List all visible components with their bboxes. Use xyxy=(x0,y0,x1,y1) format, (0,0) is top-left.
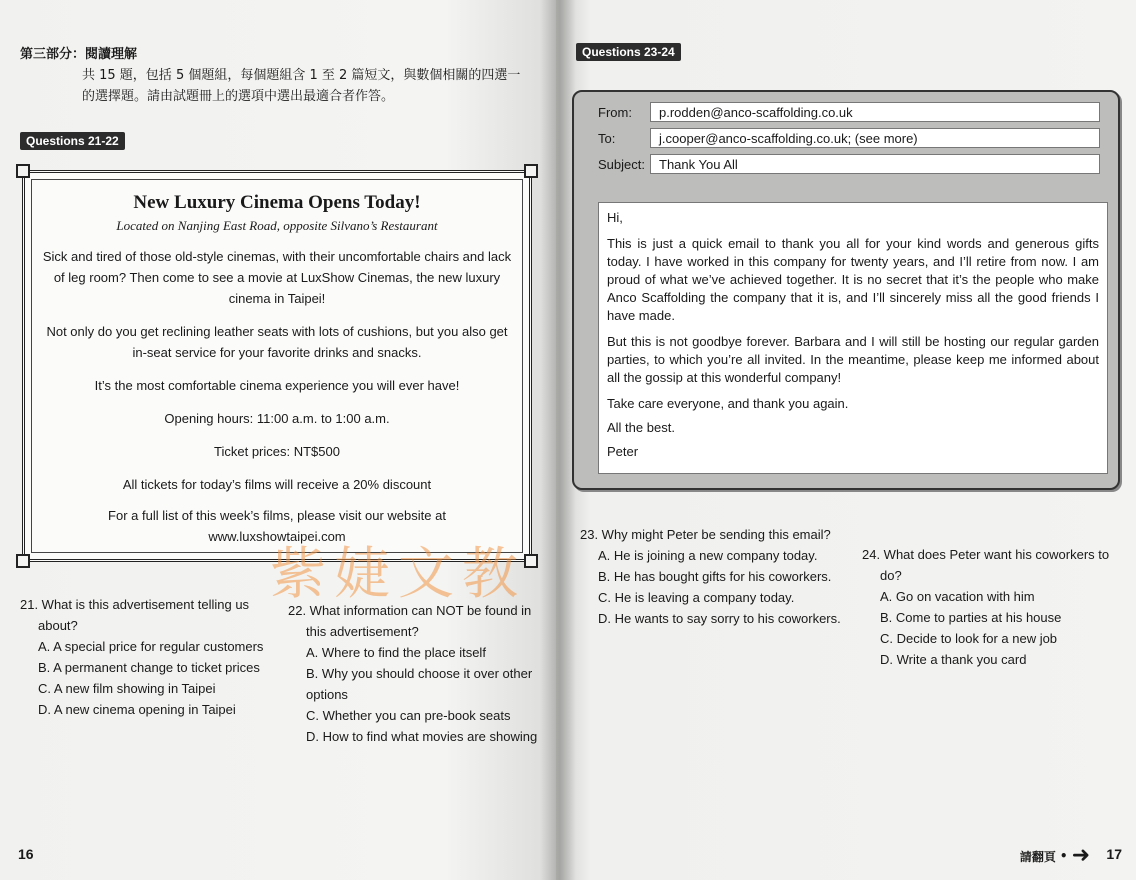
ad-ticket-prices: Ticket prices: NT$500 xyxy=(214,444,340,459)
question-22-option-d: D. How to find what movies are showing xyxy=(306,729,538,744)
question-22-option-a: A. Where to find the place itself xyxy=(306,645,486,660)
email-paragraph-1: This is just a quick email to thank you all for your kind words and generous gifts today. I have worked in this company for twenty years, and I’ll retire from now. I am proud of what we’ve achieved together. It is no secret that it’s the people who make Anco Scaffolding the company that it is, and I’ll sincerely miss all the good friends I have made. xyxy=(607,236,1099,323)
question-24-option-c: C. Decide to look for a new job xyxy=(880,631,1058,646)
question-23-option-b: B. He has bought gifts for his coworkers. xyxy=(598,569,832,584)
section-header xyxy=(20,44,530,107)
frame-corner xyxy=(16,554,30,568)
questions-21-22-label: Questions 21-22 xyxy=(20,132,125,150)
question-22-text: 22. What information can NOT be found in this advertisement? xyxy=(288,603,532,639)
email-window xyxy=(572,90,1120,490)
frame-corner xyxy=(524,554,538,568)
question-24-option-d: D. Write a thank you card xyxy=(880,652,1027,667)
ad-opening-hours: Opening hours: 11:00 a.m. to 1:00 a.m. xyxy=(164,411,390,426)
email-from-label: From: xyxy=(598,104,632,120)
section-title: 第三部分：閱讀理解 xyxy=(20,47,138,62)
question-22-option-c: C. Whether you can pre-book seats xyxy=(306,708,511,723)
right-page xyxy=(556,0,1136,880)
question-21-option-a: A. A special price for regular customers xyxy=(38,639,264,654)
question-24 xyxy=(862,544,1122,670)
email-subject-label: Subject: xyxy=(598,156,645,172)
question-21 xyxy=(20,594,270,720)
ad-paragraph-2: Not only do you get reclining leather seats with lots of cushions, but you also get in-seat service for your favorite drinks and snacks. xyxy=(46,324,508,360)
question-23-option-d: D. He wants to say sorry to his coworkers. xyxy=(598,611,841,626)
question-23 xyxy=(580,524,844,629)
page-number-right: 17 xyxy=(1106,846,1122,862)
ad-subtitle: Located on Nanjing East Road, opposite Silvano’s Restaurant xyxy=(116,218,438,233)
email-to-label: To: xyxy=(598,130,616,146)
email-to-row xyxy=(598,128,1100,148)
email-to-field: j.cooper@anco-scaffolding.co.uk; (see more) xyxy=(650,128,1100,148)
email-subject-field: Thank You All xyxy=(650,154,1100,174)
email-body xyxy=(598,202,1108,474)
question-22 xyxy=(288,600,538,747)
left-page xyxy=(0,0,556,880)
email-closing: All the best. xyxy=(607,420,675,435)
book-gutter xyxy=(540,0,576,880)
question-24-text: 24. What does Peter want his coworkers to do? xyxy=(862,547,1110,583)
email-from-field: p.rodden@anco-scaffolding.co.uk xyxy=(650,102,1100,122)
frame-corner xyxy=(16,164,30,178)
email-subject-row xyxy=(598,154,1100,174)
ad-discount: All tickets for today’s films will receive a 20% discount xyxy=(122,477,432,492)
questions-23-24-label: Questions 23-24 xyxy=(576,43,681,61)
question-23-option-c: C. He is leaving a company today. xyxy=(598,590,795,605)
question-22-option-b: B. Why you should choose it over other options xyxy=(306,666,533,702)
question-23-text: 23. Why might Peter be sending this email? xyxy=(580,527,831,542)
ad-paragraph-1: Sick and tired of those old-style cinemas, with their uncomfortable chairs and lack of leg room? Then come to see a movie at LuxShow Cinemas, the new luxury cinema in Taipei! xyxy=(42,249,512,306)
email-signature: Peter xyxy=(607,444,639,459)
watermark: 紫婕文教 xyxy=(270,542,526,607)
arrow-right-icon: ➜ xyxy=(1071,843,1090,868)
frame-corner xyxy=(524,164,538,178)
question-21-option-c: C. A new film showing in Taipei xyxy=(38,681,216,696)
page-number-left: 16 xyxy=(18,846,34,862)
ad-website: For a full list of this week’s films, please visit our website at www.luxshowtaipei.com xyxy=(108,508,446,544)
question-23-option-a: A. He is joining a new company today. xyxy=(598,548,818,563)
email-greeting: Hi, xyxy=(607,210,623,225)
email-paragraph-2: But this is not goodbye forever. Barbara and I will still be hosting our regular garden parties, to which you’re all invited. In the meantime, please keep me informed about all the gossip at this wonderful company! xyxy=(607,334,1099,385)
section-description: 共 15 題，包括 5 個題組，每個題組含 1 至 2 篇短文，與數個相關的四選一的選擇題。請由試題冊上的選項中選出最適合者作答。 xyxy=(82,68,521,104)
email-from-row xyxy=(598,102,1100,122)
question-21-text: 21. What is this advertisement telling us about? xyxy=(20,597,250,633)
next-page-indicator xyxy=(1019,843,1090,868)
question-24-option-b: B. Come to parties at his house xyxy=(880,610,1062,625)
email-paragraph-3: Take care everyone, and thank you again. xyxy=(607,396,849,411)
bullet-icon: • xyxy=(1059,849,1068,863)
question-24-option-a: A. Go on vacation with him xyxy=(880,589,1035,604)
ad-paragraph-3: It’s the most comfortable cinema experience you will ever have! xyxy=(94,378,460,393)
next-page-label: 請翻頁 xyxy=(1019,849,1056,864)
ad-title: New Luxury Cinema Opens Today! xyxy=(133,192,421,213)
question-21-option-d: D. A new cinema opening in Taipei xyxy=(38,702,236,717)
question-21-option-b: B. A permanent change to ticket prices xyxy=(38,660,260,675)
cinema-advertisement xyxy=(22,170,532,562)
